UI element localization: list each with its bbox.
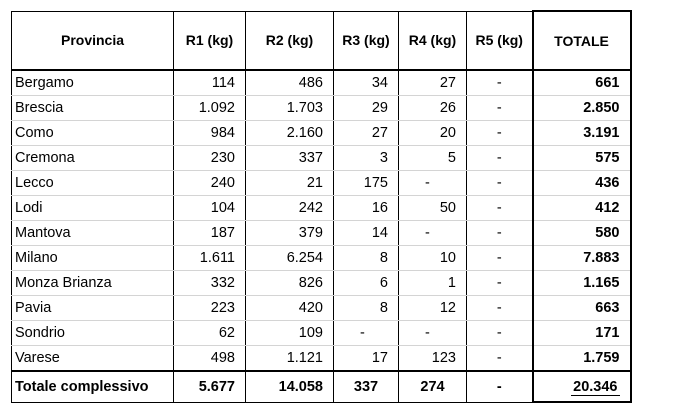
grand-total-value: 20.346 bbox=[573, 378, 618, 395]
cell-provincia: Sondrio bbox=[12, 321, 174, 346]
cell-r1: 984 bbox=[174, 121, 246, 146]
cell-r3: 27 bbox=[334, 121, 399, 146]
cell-r4: 1 bbox=[399, 271, 467, 296]
cell-r5: - bbox=[467, 346, 533, 372]
cell-provincia: Varese bbox=[12, 346, 174, 372]
cell-provincia: Mantova bbox=[12, 221, 174, 246]
cell-r5: - bbox=[467, 146, 533, 171]
cell-r2: 379 bbox=[246, 221, 334, 246]
cell-totale: 2.850 bbox=[533, 96, 631, 121]
header-r1: R1 (kg) bbox=[174, 11, 246, 70]
cell-r2: 1.121 bbox=[246, 346, 334, 372]
cell-r2: 2.160 bbox=[246, 121, 334, 146]
cell-r4: 123 bbox=[399, 346, 467, 372]
cell-provincia: Pavia bbox=[12, 296, 174, 321]
cell-r1: 230 bbox=[174, 146, 246, 171]
cell-r3: 34 bbox=[334, 70, 399, 96]
table-row bbox=[12, 171, 631, 196]
cell-r4: 50 bbox=[399, 196, 467, 221]
table-row bbox=[12, 196, 631, 221]
header-r3: R3 (kg) bbox=[334, 11, 399, 70]
cell-r1: 498 bbox=[174, 346, 246, 372]
cell-r4: 26 bbox=[399, 96, 467, 121]
header-provincia: Provincia bbox=[12, 11, 174, 70]
cell-provincia: Como bbox=[12, 121, 174, 146]
cell-r3: 8 bbox=[334, 296, 399, 321]
header-r5: R5 (kg) bbox=[467, 11, 533, 70]
cell-r3: 16 bbox=[334, 196, 399, 221]
cell-r5: - bbox=[467, 121, 533, 146]
cell-r1: 332 bbox=[174, 271, 246, 296]
cell-totale: 7.883 bbox=[533, 246, 631, 271]
table-row bbox=[12, 70, 631, 96]
cell-r4: 12 bbox=[399, 296, 467, 321]
table-row bbox=[12, 346, 631, 372]
cell-totale: 661 bbox=[533, 70, 631, 96]
cell-r1: 62 bbox=[174, 321, 246, 346]
cell-r3: - bbox=[334, 321, 399, 346]
table-row bbox=[12, 271, 631, 296]
cell-r2: 242 bbox=[246, 196, 334, 221]
cell-r2: 6.254 bbox=[246, 246, 334, 271]
cell-totale: 1.759 bbox=[533, 346, 631, 372]
cell-r5: - bbox=[467, 171, 533, 196]
cell-r3: 29 bbox=[334, 96, 399, 121]
cell-totale: 1.165 bbox=[533, 271, 631, 296]
cell-provincia: Lecco bbox=[12, 171, 174, 196]
total-row bbox=[12, 371, 631, 402]
cell-r5: - bbox=[467, 296, 533, 321]
cell-r5: - bbox=[467, 271, 533, 296]
cell-r1: 1.092 bbox=[174, 96, 246, 121]
table-row bbox=[12, 221, 631, 246]
table-container bbox=[11, 10, 632, 403]
header-r2: R2 (kg) bbox=[246, 11, 334, 70]
header-totale: TOTALE bbox=[533, 11, 631, 70]
cell-r2: 1.703 bbox=[246, 96, 334, 121]
cell-totale: 3.191 bbox=[533, 121, 631, 146]
cell-r5: - bbox=[467, 321, 533, 346]
cell-r3: 14 bbox=[334, 221, 399, 246]
cell-r5: - bbox=[467, 221, 533, 246]
cell-provincia: Bergamo bbox=[12, 70, 174, 96]
cell-totale: 663 bbox=[533, 296, 631, 321]
cell-provincia: Cremona bbox=[12, 146, 174, 171]
cell-r4: 20 bbox=[399, 121, 467, 146]
total-r3: 337 bbox=[334, 371, 399, 402]
cell-r3: 3 bbox=[334, 146, 399, 171]
cell-r2: 826 bbox=[246, 271, 334, 296]
cell-r2: 109 bbox=[246, 321, 334, 346]
cell-r4: - bbox=[399, 171, 467, 196]
cell-totale: 580 bbox=[533, 221, 631, 246]
cell-provincia: Brescia bbox=[12, 96, 174, 121]
table-row bbox=[12, 246, 631, 271]
cell-r3: 175 bbox=[334, 171, 399, 196]
header-row bbox=[12, 11, 631, 70]
cell-r5: - bbox=[467, 196, 533, 221]
cell-r5: - bbox=[467, 70, 533, 96]
total-r1: 5.677 bbox=[174, 371, 246, 402]
cell-r4: 5 bbox=[399, 146, 467, 171]
cell-r3: 8 bbox=[334, 246, 399, 271]
cell-r1: 1.611 bbox=[174, 246, 246, 271]
cell-r1: 114 bbox=[174, 70, 246, 96]
total-r2: 14.058 bbox=[246, 371, 334, 402]
cell-provincia: Lodi bbox=[12, 196, 174, 221]
cell-r1: 223 bbox=[174, 296, 246, 321]
waste-table bbox=[11, 10, 632, 403]
cell-r5: - bbox=[467, 246, 533, 271]
table-row bbox=[12, 121, 631, 146]
cell-provincia: Milano bbox=[12, 246, 174, 271]
total-r5: - bbox=[467, 371, 533, 402]
cell-r4: 27 bbox=[399, 70, 467, 96]
table-row bbox=[12, 146, 631, 171]
cell-r4: - bbox=[399, 221, 467, 246]
total-r4: 274 bbox=[399, 371, 467, 402]
total-label: Totale complessivo bbox=[12, 371, 174, 402]
cell-provincia: Monza Brianza bbox=[12, 271, 174, 296]
cell-r5: - bbox=[467, 96, 533, 121]
cell-r1: 104 bbox=[174, 196, 246, 221]
table-row bbox=[12, 96, 631, 121]
cell-r1: 187 bbox=[174, 221, 246, 246]
cell-totale: 436 bbox=[533, 171, 631, 196]
table-row bbox=[12, 321, 631, 346]
cell-r4: 10 bbox=[399, 246, 467, 271]
cell-r3: 6 bbox=[334, 271, 399, 296]
cell-r2: 420 bbox=[246, 296, 334, 321]
cell-r2: 337 bbox=[246, 146, 334, 171]
cell-r2: 21 bbox=[246, 171, 334, 196]
cell-totale: 412 bbox=[533, 196, 631, 221]
cell-totale: 575 bbox=[533, 146, 631, 171]
cell-totale: 171 bbox=[533, 321, 631, 346]
cell-r4: - bbox=[399, 321, 467, 346]
cell-r1: 240 bbox=[174, 171, 246, 196]
table-row bbox=[12, 296, 631, 321]
header-r4: R4 (kg) bbox=[399, 11, 467, 70]
cell-r2: 486 bbox=[246, 70, 334, 96]
grand-total bbox=[533, 371, 631, 402]
cell-r3: 17 bbox=[334, 346, 399, 372]
